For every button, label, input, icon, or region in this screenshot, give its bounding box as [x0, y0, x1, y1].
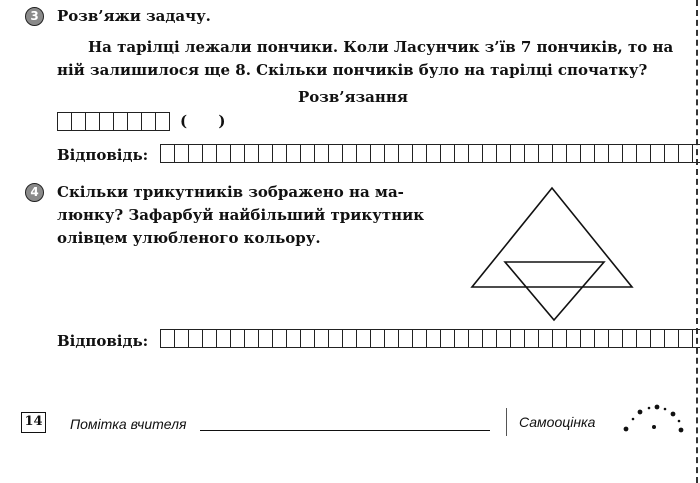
- task-3-answer-label: Відповідь:: [57, 146, 149, 164]
- page-number: 14: [21, 412, 46, 433]
- task-4-answer-cells[interactable]: [160, 329, 700, 348]
- task-4-text-line-2: люнку? Зафарбуй найбільший трикутник: [57, 206, 425, 224]
- large-triangle: [472, 188, 632, 287]
- self-assessment-dots-icon[interactable]: [618, 402, 688, 438]
- solution-heading: Розв’язання: [298, 88, 408, 106]
- self-assessment-label: Самооцінка: [519, 414, 596, 430]
- teacher-note-label: Помітка вчителя: [70, 416, 187, 432]
- task-4-number-badge: 4: [25, 183, 44, 202]
- unit-parentheses: ( ): [180, 112, 226, 130]
- triangles-figure: [460, 180, 650, 325]
- task-3-number-badge: 3: [25, 7, 44, 26]
- footer-divider: [506, 408, 507, 436]
- task-4-text-line-1: Скільки трикутників зображено на ма-: [57, 183, 404, 201]
- solution-input-cells[interactable]: [57, 112, 170, 131]
- task-3-text-line-1: На тарілці лежали пончики. Коли Ласунчик з’їв 7 пончиків, то на: [88, 38, 674, 56]
- inverted-triangle: [505, 262, 604, 320]
- teacher-note-line: [200, 430, 490, 431]
- cut-line: [696, 0, 698, 483]
- task-3-answer-cells[interactable]: [160, 144, 700, 163]
- task-4-text-line-3: олівцем улюбленого кольору.: [57, 229, 321, 247]
- task-3-text-line-2: ній залишилося ще 8. Скільки пончиків було на тарілці спочатку?: [57, 61, 648, 79]
- task-4-answer-label: Відповідь:: [57, 332, 149, 350]
- task-3-title: Розв’яжи задачу.: [57, 7, 211, 25]
